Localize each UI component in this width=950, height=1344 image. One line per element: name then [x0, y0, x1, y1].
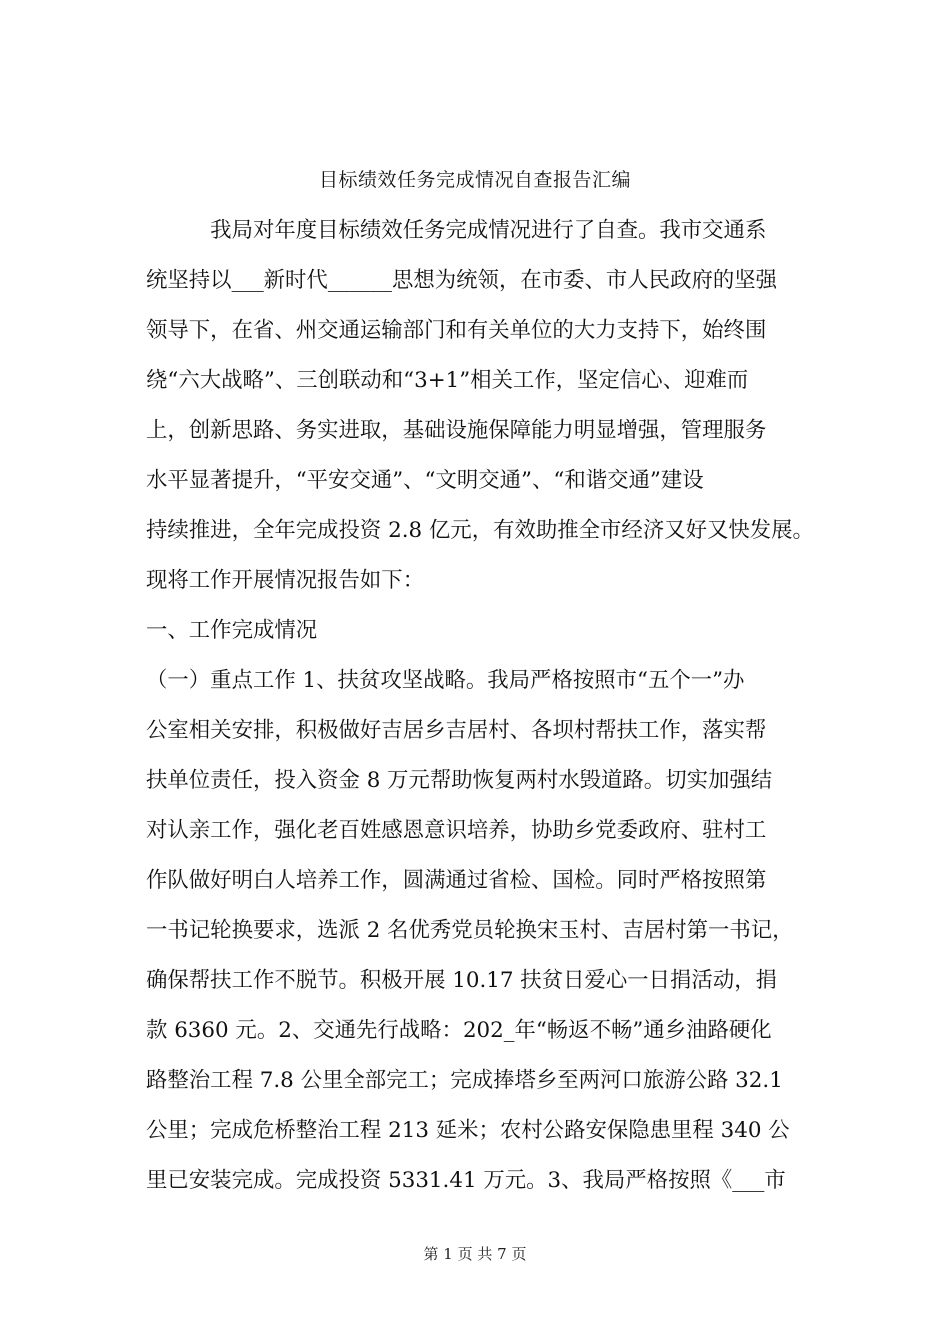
body-line: 公室相关安排，积极做好吉居乡吉居村、各坝村帮扶工作，落实帮 [146, 718, 767, 743]
body-line: 一书记轮换要求，选派 2 名优秀党员轮换宋玉村、吉居村第一书记， [146, 918, 794, 943]
body-line: 领导下，在省、州交通运输部门和有关单位的大力支持下，始终围 [146, 318, 767, 343]
page-number-footer: 第 1 页 共 7 页 [423, 1245, 527, 1263]
body-line: 扶单位责任，投入资金 8 万元帮助恢复两村水毁道路。切实加强结 [146, 768, 773, 793]
section-heading: 一、工作完成情况 [146, 618, 318, 643]
body-line: 对认亲工作，强化老百姓感恩意识培养，协助乡党委政府、驻村工 [146, 818, 767, 843]
body-line: 上，创新思路、务实进取，基础设施保障能力明显增强，管理服务 [146, 418, 767, 443]
body-line: 持续推进，全年完成投资 2.8 亿元，有效助推全市经济又好又快发展。 [146, 518, 814, 543]
body-line: 水平显著提升，“平安交通”、“文明交通”、“和谐交通”建设 [146, 468, 704, 493]
body-line: 确保帮扶工作不脱节。积极开展 10.17 扶贫日爱心一日捐活动，捐 [146, 968, 777, 993]
body-line: 绕“六大战略”、三创联动和“3+1”相关工作，坚定信心、迎难而 [146, 368, 749, 393]
body-line: 作队做好明白人培养工作，圆满通过省检、国检。同时严格按照第 [146, 868, 767, 893]
body-line: 现将工作开展情况报告如下： [146, 568, 425, 593]
document-title: 目标绩效任务完成情况自查报告汇编 [318, 169, 631, 191]
body-line: （一）重点工作 1、扶贫攻坚战略。我局严格按照市“五个一”办 [146, 668, 745, 693]
body-line: 款 6360 元。2、交通先行战略：202_年“畅返不畅”通乡油路硬化 [146, 1018, 772, 1043]
body-line: 统坚持以___新时代______思想为统领，在市委、市人民政府的坚强 [146, 268, 778, 293]
body-line: 我局对年度目标绩效任务完成情况进行了自查。我市交通系 [146, 218, 767, 243]
body-line: 公里；完成危桥整治工程 213 延米；农村公路安保隐患里程 340 公 [146, 1118, 790, 1143]
body-line: 路整治工程 7.8 公里全部完工；完成捧塔乡至两河口旅游公路 32.1 [146, 1068, 783, 1093]
body-line: 里已安装完成。完成投资 5331.41 万元。3、我局严格按照《___市 [146, 1168, 786, 1193]
